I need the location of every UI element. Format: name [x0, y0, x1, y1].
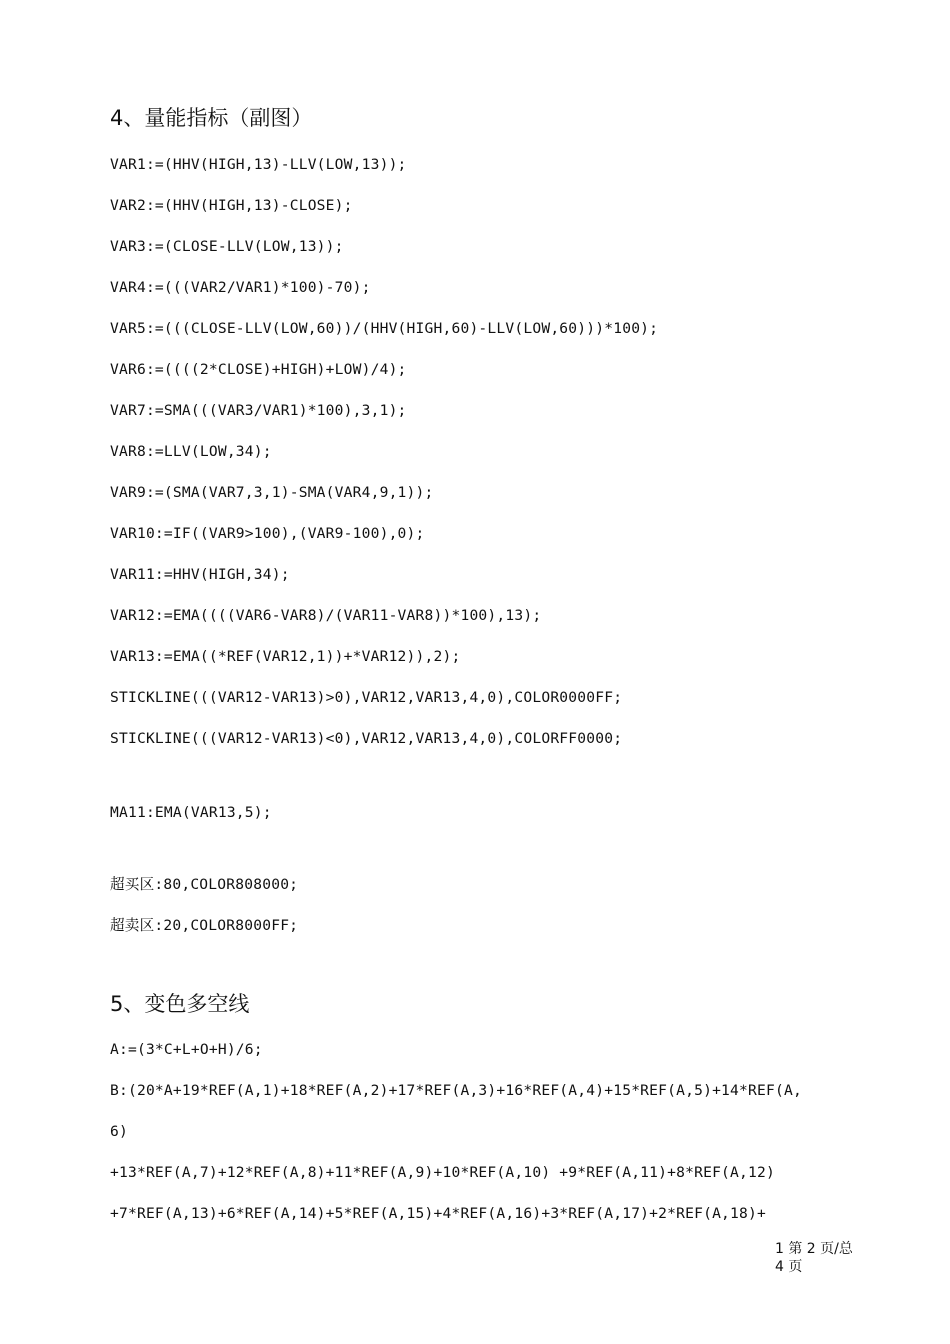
code-line: STICKLINE(((VAR12-VAR13)>0),VAR12,VAR13,4,0),COLOR0000FF; [110, 689, 623, 706]
code-line: STICKLINE(((VAR12-VAR13)<0),VAR12,VAR13,4,0),COLORFF0000; [110, 730, 623, 747]
page-number-line-2: 4 页 [775, 1259, 803, 1275]
code-line: VAR8:=LLV(LOW,34); [110, 443, 272, 460]
overbought-zone-line: 超买区:80,COLOR808000; [110, 876, 299, 893]
ma-line: MA11:EMA(VAR13,5); [110, 804, 272, 821]
code-line: VAR10:=IF((VAR9>100),(VAR9-100),0); [110, 525, 425, 542]
code-line: VAR12:=EMA((((VAR6-VAR8)/(VAR11-VAR8))*100),13); [110, 607, 542, 624]
oversold-zone-line: 超卖区:20,COLOR8000FF; [110, 917, 299, 934]
code-line: VAR1:=(HHV(HIGH,13)-LLV(LOW,13)); [110, 156, 407, 173]
code-line: B:(20*A+19*REF(A,1)+18*REF(A,2)+17*REF(A,3)+16*REF(A,4)+15*REF(A,5)+14*REF(A, [110, 1082, 802, 1099]
code-line: VAR7:=SMA(((VAR3/VAR1)*100),3,1); [110, 402, 407, 419]
code-line: VAR3:=(CLOSE-LLV(LOW,13)); [110, 238, 344, 255]
code-line: VAR2:=(HHV(HIGH,13)-CLOSE); [110, 197, 353, 214]
section-5-title: 5、变色多空线 [110, 992, 250, 1016]
code-line: VAR6:=((((2*CLOSE)+HIGH)+LOW)/4); [110, 361, 407, 378]
code-line: VAR13:=EMA((*REF(VAR12,1))+*VAR12)),2); [110, 648, 461, 665]
code-line: +7*REF(A,13)+6*REF(A,14)+5*REF(A,15)+4*REF(A,16)+3*REF(A,17)+2*REF(A,18)+ [110, 1205, 766, 1222]
page-number-line-1: 1 第 2 页/总 [775, 1241, 853, 1257]
code-line: 6) [110, 1123, 128, 1140]
section-4-title: 4、量能指标（副图） [110, 106, 313, 130]
code-line: VAR5:=(((CLOSE-LLV(LOW,60))/(HHV(HIGH,60)-LLV(LOW,60)))*100); [110, 320, 659, 337]
code-line: VAR4:=(((VAR2/VAR1)*100)-70); [110, 279, 371, 296]
code-line: A:=(3*C+L+O+H)/6; [110, 1041, 263, 1058]
page-footer [775, 1240, 853, 1276]
code-line: VAR9:=(SMA(VAR7,3,1)-SMA(VAR4,9,1)); [110, 484, 434, 501]
code-line: +13*REF(A,7)+12*REF(A,8)+11*REF(A,9)+10*REF(A,10) +9*REF(A,11)+8*REF(A,12) [110, 1164, 775, 1181]
code-line: VAR11:=HHV(HIGH,34); [110, 566, 290, 583]
